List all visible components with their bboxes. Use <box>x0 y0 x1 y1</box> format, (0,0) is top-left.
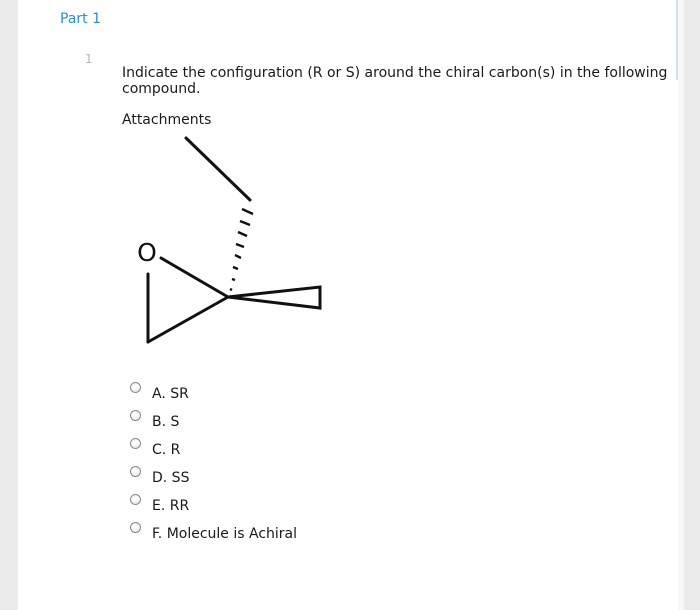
bond-ethyl-terminal <box>186 138 250 200</box>
molecule-structure <box>118 130 338 360</box>
hash-line <box>232 279 235 280</box>
option-d-label: D. SS <box>152 470 190 486</box>
radio-option-b[interactable] <box>130 410 141 421</box>
part-title: Part 1 <box>60 11 101 27</box>
radio-option-e[interactable] <box>130 494 141 505</box>
question-text: Indicate the configuration (R or S) around the chiral carbon(s) in the following compound. <box>122 65 668 97</box>
attachments-label: Attachments <box>122 112 212 128</box>
hash-line <box>240 221 250 225</box>
hash-line <box>238 232 247 236</box>
option-a-label: A. SR <box>152 386 189 402</box>
oxygen-atom-label: O <box>137 238 157 267</box>
radio-option-a[interactable] <box>130 382 141 393</box>
hash-line <box>236 244 244 247</box>
radio-option-f[interactable] <box>130 522 141 533</box>
hash-line <box>233 267 238 269</box>
hash-bond <box>230 209 253 290</box>
hash-line <box>230 289 232 290</box>
epoxide-ring <box>148 258 228 342</box>
question-number: 1 <box>85 52 93 66</box>
question-card <box>18 0 684 610</box>
radio-option-c[interactable] <box>130 438 141 449</box>
option-c-label: C. R <box>152 442 181 458</box>
hash-line <box>235 255 241 258</box>
bond-ch2-to-chiral-carbon <box>148 297 228 342</box>
hash-line <box>242 209 253 214</box>
bond-oxygen-to-chiral-carbon <box>161 258 228 297</box>
option-f-label: F. Molecule is Achiral <box>152 526 298 542</box>
option-e-label: E. RR <box>152 498 190 514</box>
option-b-label: B. S <box>152 414 180 430</box>
wedge-bond-methyl <box>228 287 320 308</box>
radio-option-d[interactable] <box>130 466 141 477</box>
